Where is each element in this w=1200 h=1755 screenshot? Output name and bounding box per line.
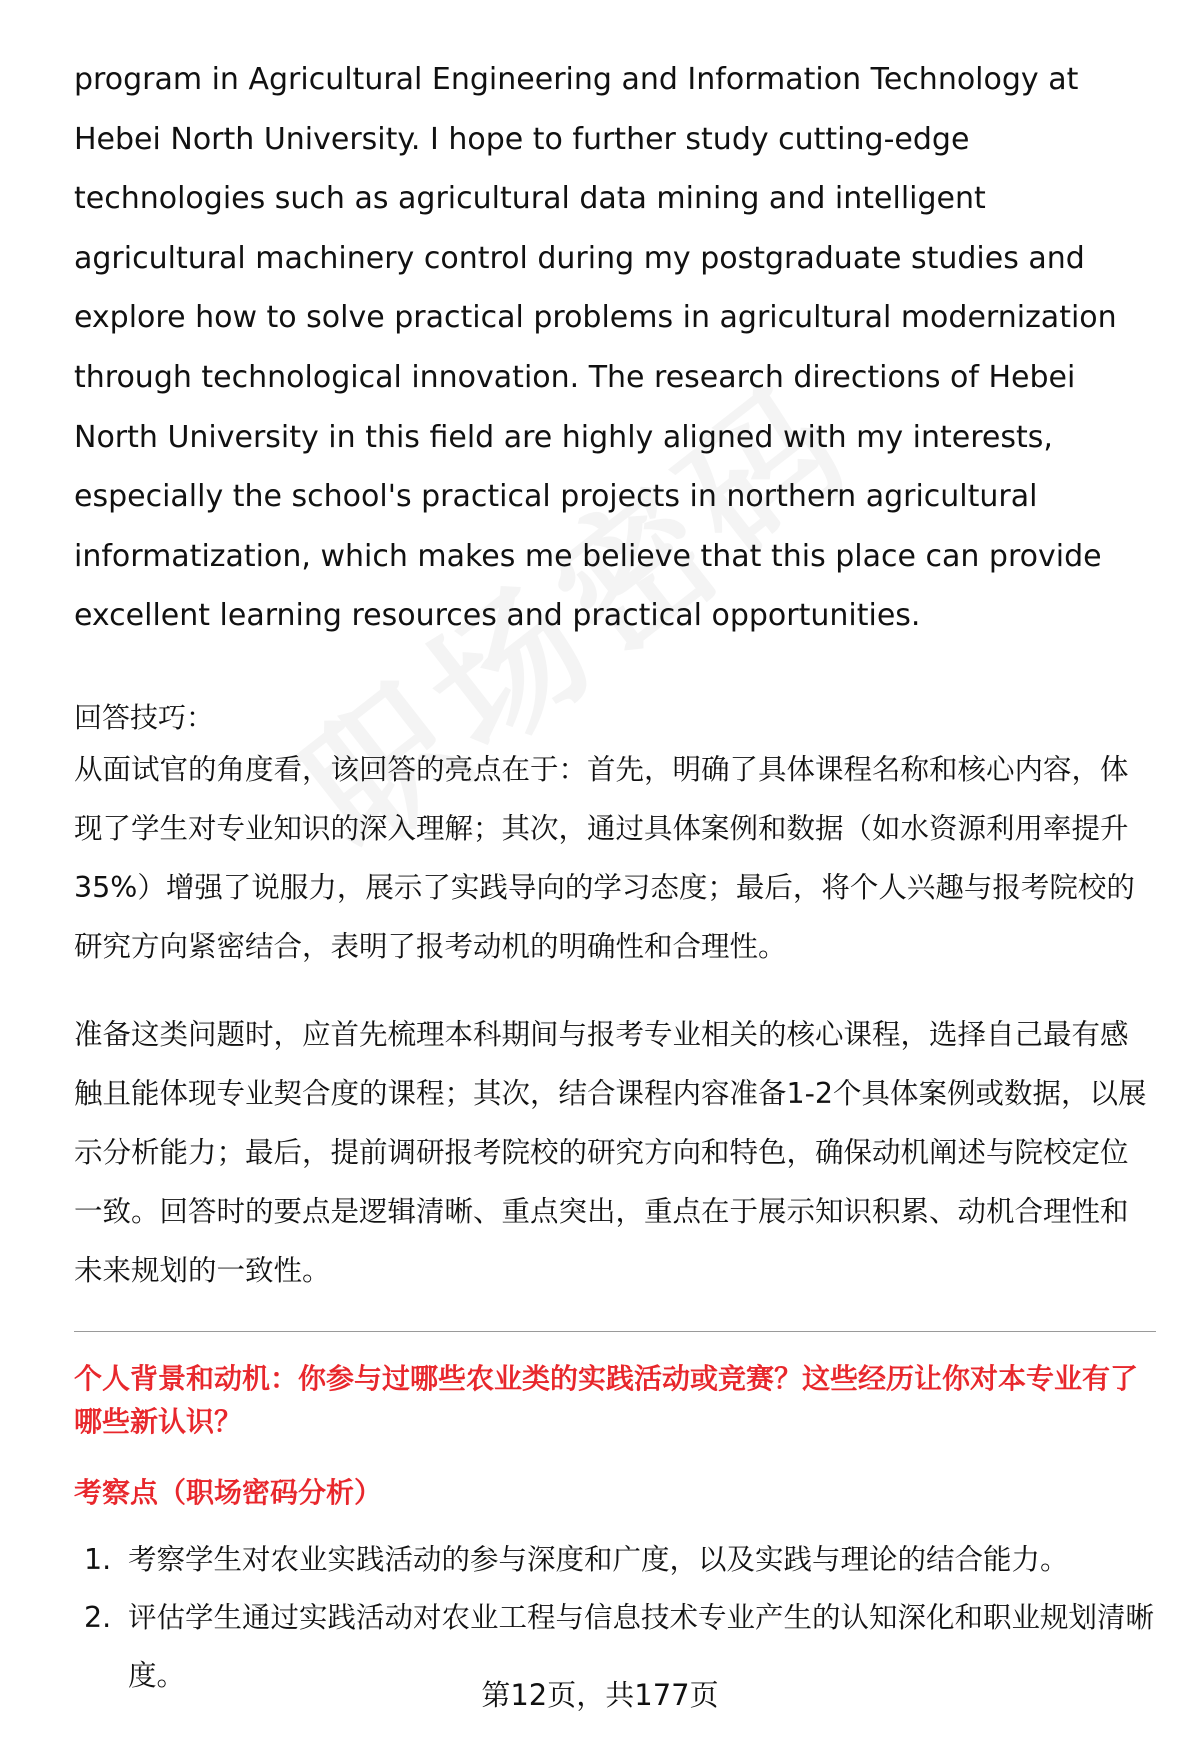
exam-point-list — [74, 1531, 1154, 1705]
tips-paragraph-2: 准备这类问题时，应首先梳理本科期间与报考专业相关的核心课程，选择自己最有感触且能体现专业契合度的课程；其次，结合课程内容准备1-2个具体案例或数据，以展示分析能力；最后，提前调研报考院校的研究方向和特色，确保动机阐述与院校定位一致。回答时的要点是逻辑清晰、重点突出，重点在于展示知识积累、动机合理性和未来规划的一致性。 — [74, 1017, 1147, 1287]
list-item-number: 1. — [84, 1542, 112, 1576]
list-item-text: 考察学生对农业实践活动的参与深度和广度，以及实践与理论的结合能力。 — [128, 1542, 1069, 1576]
tips-paragraph-1: 从面试官的角度看，该回答的亮点在于：首先，明确了具体课程名称和核心内容，体现了学生对专业知识的深入理解；其次，通过具体案例和数据（如水资源利用率提升35%）增强了说服力，展示了实践导向的学习态度；最后，将个人兴趣与报考院校的研究方向紧密结合，表明了报考动机的明确性和合理性。 — [74, 752, 1135, 963]
document-page — [74, 50, 1154, 1705]
exam-point-heading: 考察点（职场密码分析） — [74, 1475, 383, 1509]
page-number-footer: 第12页，共177页 — [481, 1678, 719, 1712]
english-answer-paragraph: program in Agricultural Engineering and Information Technology at Hebei North University. I hope to further study cutting-edge technologies such as agricultural data mining and intelligent agricultural machinery control during my postgraduate studies and explore how to solve practical problems in agricultural modernization through technological innovation. The research directions of Hebei North University in this field are highly aligned with my interests, especially the school's practical projects in northern agricultural informatization, which makes me believe that this place can provide excellent learning resources and practical opportunities. — [74, 62, 1117, 634]
list-item — [74, 1531, 1154, 1589]
list-item — [74, 1589, 1154, 1705]
list-item-number: 2. — [84, 1600, 112, 1634]
question-heading: 个人背景和动机：你参与过哪些农业类的实践活动或竞赛？这些经历让你对本专业有了哪些新认识？ — [74, 1361, 1139, 1438]
list-item-text: 评估学生通过实践活动对农业工程与信息技术专业产生的认知深化和职业规划清晰度。 — [128, 1600, 1155, 1692]
section-divider — [74, 1331, 1156, 1332]
tips-label: 回答技巧： — [74, 700, 215, 734]
